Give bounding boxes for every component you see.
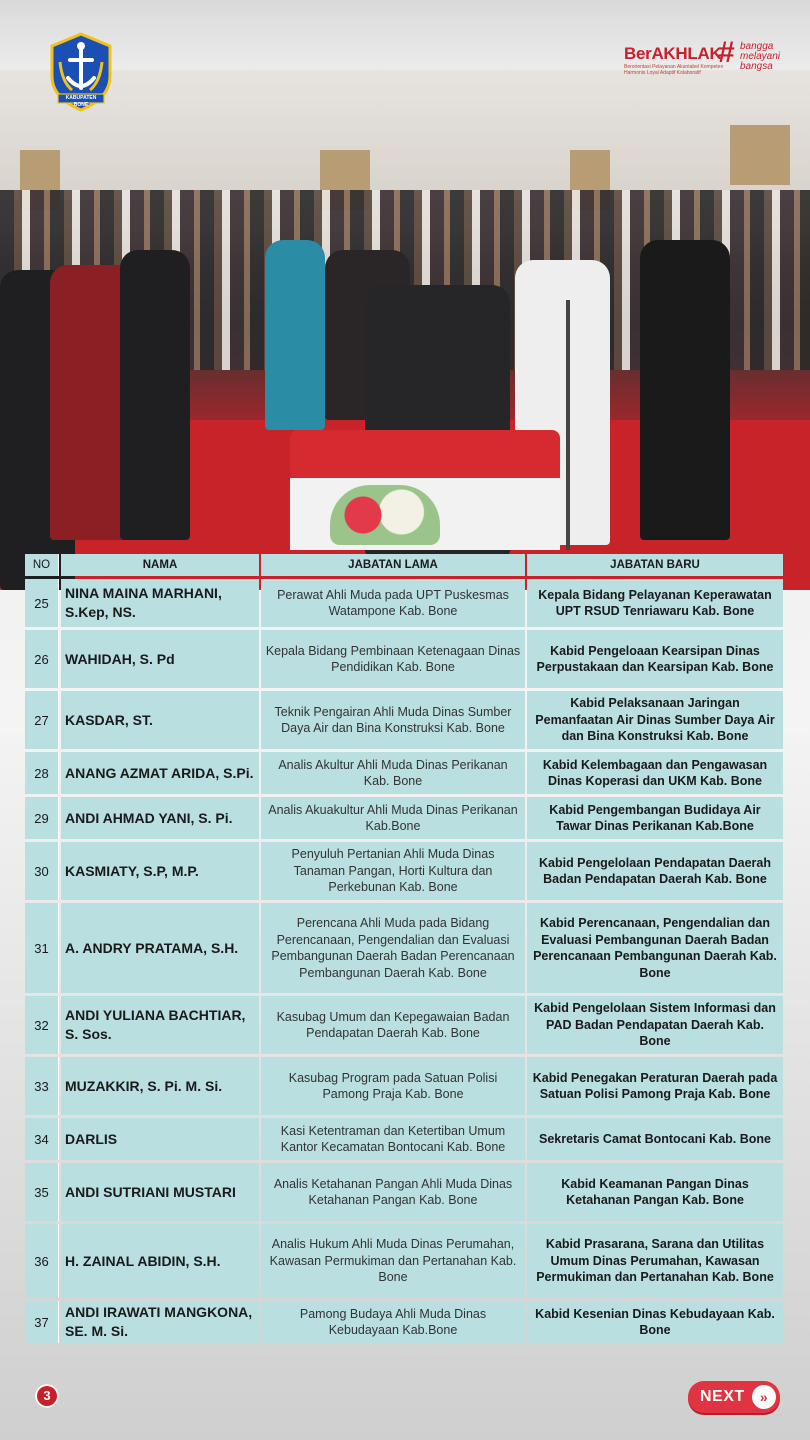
- table-row: [25, 1057, 783, 1115]
- row-jabatan-baru: Kabid Prasarana, Sarana dan Utilitas Umum Dinas Perumahan, Kawasan Permukiman dan Pertanahan Kab. Bone: [527, 1224, 783, 1298]
- table-header-row: [25, 554, 783, 576]
- row-no: 37: [25, 1301, 59, 1343]
- berakhlak-brand: [624, 36, 794, 76]
- row-jabatan-baru: Kabid Pengembangan Budidaya Air Tawar Dinas Perikanan Kab.Bone: [527, 797, 783, 839]
- row-jabatan-baru: Kabid Penegakan Peraturan Daerah pada Satuan Polisi Pamong Praja Kab. Bone: [527, 1057, 783, 1115]
- row-jabatan-baru: Kabid Pengelolaan Sistem Informasi dan PAD Badan Pendapatan Daerah Kab. Bone: [527, 996, 783, 1054]
- row-jabatan-lama: Pamong Budaya Ahli Muda Dinas Kebudayaan Kab.Bone: [261, 1301, 525, 1343]
- table-row: [25, 579, 783, 627]
- row-no: 35: [25, 1163, 59, 1221]
- table-row: [25, 630, 783, 688]
- row-jabatan-lama: Kepala Bidang Pembinaan Ketenagaan Dinas Pendidikan Kab. Bone: [261, 630, 525, 688]
- row-jabatan-lama: Kasubag Umum dan Kepegawaian Badan Pendapatan Daerah Kab. Bone: [261, 996, 525, 1054]
- hash-mark: #: [718, 36, 735, 69]
- row-no: 33: [25, 1057, 59, 1115]
- row-jabatan-baru: Kabid Kesenian Dinas Kebudayaan Kab. Bone: [527, 1301, 783, 1343]
- page-number-badge: 3: [35, 1384, 59, 1408]
- table-row: [25, 903, 783, 993]
- regency-label: KABUPATEN BONE: [65, 95, 97, 108]
- row-jabatan-lama: Kasubag Program pada Satuan Polisi Pamong Praja Kab. Bone: [261, 1057, 525, 1115]
- row-jabatan-baru: Kabid Keamanan Pangan Dinas Ketahanan Pangan Kab. Bone: [527, 1163, 783, 1221]
- row-nama: KASDAR, ST.: [61, 691, 259, 749]
- table-row: [25, 1118, 783, 1160]
- row-jabatan-baru: Kabid Perencanaan, Pengendalian dan Evaluasi Pembangunan Daerah Badan Perencanaan Pembangunan Daerah Kab. Bone: [527, 903, 783, 993]
- table-row: [25, 1163, 783, 1221]
- row-jabatan-lama: Teknik Pengairan Ahli Muda Dinas Sumber Daya Air dan Bina Konstruksi Kab. Bone: [261, 691, 525, 749]
- row-no: 36: [25, 1224, 59, 1298]
- position-table: [25, 551, 785, 1346]
- table-row: [25, 996, 783, 1054]
- next-button[interactable]: [688, 1381, 780, 1413]
- row-no: 30: [25, 842, 59, 900]
- row-jabatan-baru: Kabid Kelembagaan dan Pengawasan Dinas Koperasi dan UKM Kab. Bone: [527, 752, 783, 794]
- row-jabatan-lama: Perawat Ahli Muda pada UPT Puskesmas Watampone Kab. Bone: [261, 579, 525, 627]
- row-jabatan-baru: Kabid Pengeloaan Kearsipan Dinas Perpustakaan dan Kearsipan Kab. Bone: [527, 630, 783, 688]
- table-body: [25, 579, 783, 1343]
- row-nama: ANDI IRAWATI MANGKONA, SE. M. Si.: [61, 1301, 259, 1343]
- next-label: NEXT: [700, 1388, 745, 1405]
- tagline-1: bangga: [740, 41, 774, 52]
- table-row: [25, 797, 783, 839]
- table-row: [25, 1301, 783, 1343]
- ceremony-photo: [0, 0, 810, 590]
- row-no: 32: [25, 996, 59, 1054]
- microphone-stand: [566, 300, 570, 550]
- person: [265, 240, 325, 430]
- row-nama: ANDI SUTRIANI MUSTARI: [61, 1163, 259, 1221]
- row-jabatan-lama: Analis Ketahanan Pangan Ahli Muda Dinas Ketahanan Pangan Kab. Bone: [261, 1163, 525, 1221]
- tagline-3: bangsa: [740, 61, 773, 72]
- row-jabatan-lama: Analis Hukum Ahli Muda Dinas Perumahan, Kawasan Permukiman dan Pertanahan Kab. Bone: [261, 1224, 525, 1298]
- row-no: 26: [25, 630, 59, 688]
- row-no: 34: [25, 1118, 59, 1160]
- row-nama: MUZAKKIR, S. Pi. M. Si.: [61, 1057, 259, 1115]
- appointment-table: [23, 551, 785, 1346]
- row-nama: H. ZAINAL ABIDIN, S.H.: [61, 1224, 259, 1298]
- row-jabatan-baru: Kabid Pengelolaan Pendapatan Daerah Badan Pendapatan Daerah Kab. Bone: [527, 842, 783, 900]
- table-row: [25, 842, 783, 900]
- row-no: 29: [25, 797, 59, 839]
- row-nama: NINA MAINA MARHANI, S.Kep, NS.: [61, 579, 259, 627]
- row-jabatan-lama: Kasi Ketentraman dan Ketertiban Umum Kantor Kecamatan Bontocani Kab. Bone: [261, 1118, 525, 1160]
- curtain: [730, 125, 790, 185]
- row-nama: ANANG AZMAT ARIDA, S.Pi.: [61, 752, 259, 794]
- row-jabatan-baru: Kabid Pelaksanaan Jaringan Pemanfaatan Air Dinas Sumber Daya Air dan Bina Konstruksi Kab. Bone: [527, 691, 783, 749]
- double-chevron-right-icon: »: [752, 1385, 776, 1409]
- row-no: 27: [25, 691, 59, 749]
- header-no: NO: [25, 554, 59, 576]
- row-jabatan-lama: Analis Akuakultur Ahli Muda Dinas Perikanan Kab.Bone: [261, 797, 525, 839]
- row-jabatan-lama: Perencana Ahli Muda pada Bidang Perencanaan, Pengendalian dan Evaluasi Pembangunan Daerah Badan Perencanaan Pembangunan Daerah Kab. Bone: [261, 903, 525, 993]
- person: [120, 250, 190, 540]
- row-no: 25: [25, 579, 59, 627]
- row-jabatan-lama: Analis Akultur Ahli Muda Dinas Perikanan Kab. Bone: [261, 752, 525, 794]
- berakhlak-subtitle: Berorientasi Pelayanan Akuntabel Kompeten Harmonis Loyal Adaptif Kolaboratif: [624, 64, 724, 76]
- row-nama: A. ANDRY PRATAMA, S.H.: [61, 903, 259, 993]
- row-jabatan-baru: Sekretaris Camat Bontocani Kab. Bone: [527, 1118, 783, 1160]
- tagline-2: melayani: [740, 51, 781, 62]
- row-nama: KASMIATY, S.P, M.P.: [61, 842, 259, 900]
- row-jabatan-baru: Kepala Bidang Pelayanan Keperawatan UPT RSUD Tenriawaru Kab. Bone: [527, 579, 783, 627]
- flower-arrangement: [330, 485, 440, 545]
- row-no: 31: [25, 903, 59, 993]
- row-nama: DARLIS: [61, 1118, 259, 1160]
- table-row: [25, 1224, 783, 1298]
- row-nama: ANDI AHMAD YANI, S. Pi.: [61, 797, 259, 839]
- berakhlak-wordmark: BerAKHLAK: [624, 44, 722, 63]
- row-no: 28: [25, 752, 59, 794]
- header-nama: NAMA: [61, 554, 259, 576]
- table-row: [25, 752, 783, 794]
- header-jabatan-baru: JABATAN BARU: [527, 554, 783, 576]
- header-jabatan-lama: JABATAN LAMA: [261, 554, 525, 576]
- row-jabatan-lama: Penyuluh Pertanian Ahli Muda Dinas Tanaman Pangan, Horti Kultura dan Perkebunan Kab. Bone: [261, 842, 525, 900]
- table-row: [25, 691, 783, 749]
- row-nama: WAHIDAH, S. Pd: [61, 630, 259, 688]
- kabupaten-bone-logo: [48, 32, 114, 112]
- person: [640, 240, 730, 540]
- bangga-melayani-bangsa: [740, 42, 780, 72]
- row-nama: ANDI YULIANA BACHTIAR, S. Sos.: [61, 996, 259, 1054]
